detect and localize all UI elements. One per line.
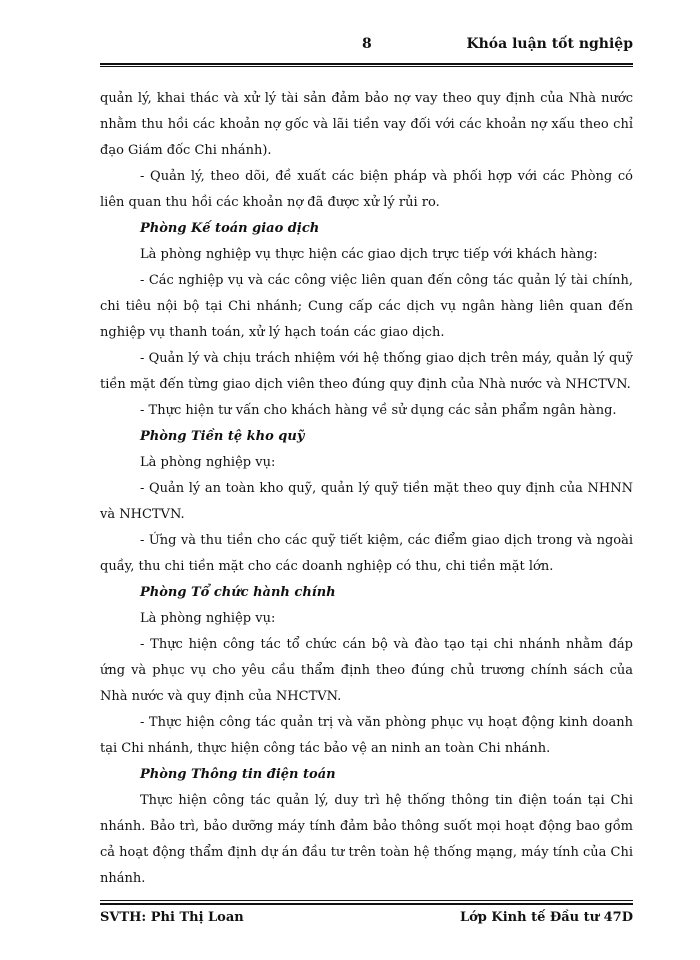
footer-rule-thin (100, 900, 633, 901)
footer-author: SVTH: Phi Thị Loan (100, 910, 244, 925)
header-rule-thin (100, 66, 633, 67)
section-heading: Phòng Kế toán giao dịch (140, 221, 320, 236)
header-rule-thick (100, 63, 633, 65)
page-header (100, 36, 633, 60)
paragraph: quản lý, khai thác và xử lý tài sản đảm bảo nợ vay theo quy định của Nhà nước nhằm thu hồi các khoản nợ gốc và lãi tiền vay đối với các khoản nợ xấu theo chỉ đạo Giám đốc Chi nhánh). (100, 91, 633, 158)
paragraph: - Thực hiện công tác quản trị và văn phòng phục vụ hoạt động kinh doanh tại Chi nhánh, thực hiện công tác bảo vệ an ninh an toàn Chi nhánh. (100, 715, 633, 756)
paragraph: Là phòng nghiệp vụ: (140, 611, 276, 626)
paragraph: - Quản lý an toàn kho quỹ, quản lý quỹ tiền mặt theo quy định của NHNN và NHCTVN. (100, 481, 633, 522)
paragraph: Là phòng nghiệp vụ thực hiện các giao dịch trực tiếp với khách hàng: (140, 247, 598, 262)
paragraph: - Quản lý, theo dõi, đề xuất các biện pháp và phối hợp với các Phòng có liên quan thu hồi các khoản nợ đã được xử lý rủi ro. (100, 169, 633, 210)
footer-class: Lớp Kinh tế Đầu tư 47D (459, 910, 633, 925)
paragraph: - Thực hiện công tác tổ chức cán bộ và đào tạo tại chi nhánh nhằm đáp ứng và phục vụ cho yêu cầu thẩm định theo đúng chủ trương chính sách của Nhà nước và quy định của NHCTVN. (100, 637, 633, 704)
paragraph: - Các nghiệp vụ và các công việc liên quan đến công tác quản lý tài chính, chi tiêu nội bộ tại Chi nhánh; Cung cấp các dịch vụ ngân hàng liên quan đến nghiệp vụ thanh toán, xử lý hạch toán các giao dịch. (100, 273, 633, 340)
header-title: Khóa luận tốt nghiệp (466, 36, 633, 52)
paragraph: Thực hiện công tác quản lý, duy trì hệ thống thông tin điện toán tại Chi nhánh. Bảo trì, bảo dưỡng máy tính đảm bảo thông suốt mọi hoạt động bao gồm cả hoạt động thẩm định dự án đầu tư trên toàn hệ thống mạng, máy tính của Chi nhánh. (100, 793, 633, 886)
paragraph: - Quản lý và chịu trách nhiệm với hệ thống giao dịch trên máy, quản lý quỹ tiền mặt đến từng giao dịch viên theo đúng quy định của Nhà nước và NHCTVN. (100, 351, 633, 392)
page-number: 8 (362, 36, 372, 52)
paragraph: Là phòng nghiệp vụ: (140, 455, 276, 470)
paragraph: - Ứng và thu tiền cho các quỹ tiết kiệm, các điểm giao dịch trong và ngoài quầy, thu chi tiền mặt cho các doanh nghiệp có thu, chi tiền mặt lớn. (100, 533, 633, 574)
paragraph: - Thực hiện tư vấn cho khách hàng về sử dụng các sản phẩm ngân hàng. (140, 403, 617, 418)
document-body (100, 86, 633, 892)
section-heading: Phòng Tiền tệ kho quỹ (140, 429, 305, 444)
section-heading: Phòng Tổ chức hành chính (140, 585, 336, 600)
footer-rule-thick (100, 903, 633, 905)
section-heading: Phòng Thông tin điện toán (140, 767, 336, 782)
